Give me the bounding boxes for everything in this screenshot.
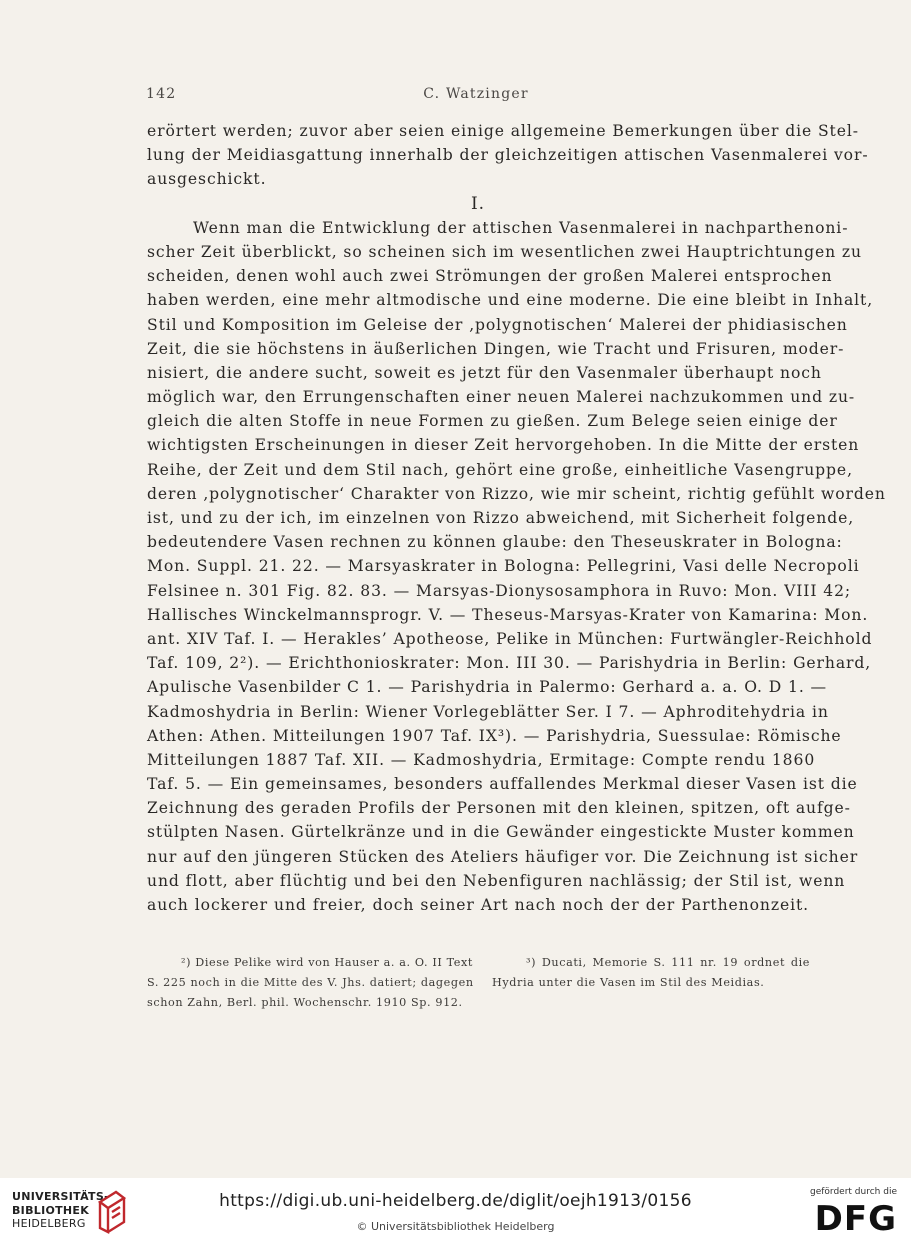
text-line: auch lockerer und freier, doch seiner Art nach noch der der Parthenonzeit. <box>147 896 809 914</box>
footnote-line: ²) Diese Pelike wird von Hauser a. a. O. II Text <box>181 956 473 969</box>
funding-caption: gefördert durch die <box>810 1187 897 1197</box>
text-line: Stil und Komposition im Geleise der ‚polygnotischen‘ Malerei der phidiasischen <box>147 315 848 334</box>
running-head-author: C. Watzinger <box>423 86 529 102</box>
text-line: und flott, aber flüchtig und bei den Nebenfiguren nachlässig; der Stil ist, wenn <box>147 871 846 890</box>
library-name-line: BIBLIOTHEK <box>12 1203 90 1217</box>
text-line: ist, und zu der ich, im einzelnen von Rizzo abweichend, mit Sicherheit folgende, <box>147 509 855 527</box>
permalink-url[interactable]: https://digi.ub.uni-heidelberg.de/diglit/oejh1913/0156 <box>219 1191 692 1211</box>
footnote-line: schon Zahn, Berl. phil. Wochenschr. 1910 Sp. 912. <box>147 996 463 1009</box>
text-line: möglich war, den Errungenschaften einer neuen Malerei nachzukommen und zu- <box>147 388 856 407</box>
text-line: deren ‚polygnotischer‘ Charakter von Rizzo, wie mir scheint, richtig gefühlt worden <box>147 484 886 503</box>
text-line: Zeit, die sie höchstens in äußerlichen Dingen, wie Tracht und Frisuren, moder- <box>147 339 845 358</box>
text-line: Taf. 5. — Ein gemeinsames, besonders auffallendes Merkmal dieser Vasen ist die <box>147 775 858 794</box>
footnote-line: ³) Ducati, Memorie S. 111 nr. 19 ordnet die <box>526 956 810 969</box>
text-line: Athen: Athen. Mitteilungen 1907 Taf. IX³). — Parishydria, Suessulae: Römische <box>147 726 842 745</box>
text-line: Wenn man die Entwicklung der attischen Vasenmalerei in nachparthenoni- <box>193 218 849 237</box>
text-line: lung der Meidiasgattung innerhalb der gleichzeitigen attischen Vasenmalerei vor- <box>147 146 869 165</box>
library-name-line: HEIDELBERG <box>12 1217 86 1230</box>
text-line: Apulische Vasenbilder C 1. — Parishydria in Palermo: Gerhard a. a. O. D 1. — <box>147 678 828 697</box>
text-line: ausgeschickt. <box>147 170 267 189</box>
footnotes <box>147 953 809 1023</box>
copyright-notice: © Universitätsbibliothek Heidelberg <box>356 1220 555 1233</box>
page-number: 142 <box>146 86 177 102</box>
dfg-wordmark: DFG <box>814 1199 897 1239</box>
section-heading: I. <box>471 193 485 214</box>
text-line: nur auf den jüngeren Stücken des Ateliers häufiger vor. Die Zeichnung ist sicher <box>147 847 859 866</box>
text-line: Mon. Suppl. 21. 22. — Marsyaskrater in Bologna: Pellegrini, Vasi delle Necropoli <box>147 557 860 576</box>
text-line: gleich die alten Stoffe in neue Formen zu gießen. Zum Belege seien einige der <box>147 412 838 431</box>
text-line: haben werden, eine mehr altmodische und eine moderne. Die eine bleibt in Inhalt, <box>147 291 874 310</box>
text-line: ant. XIV Taf. I. — Herakles’ Apotheose, Pelike in München: Furtwängler-Reichhold <box>147 629 873 648</box>
text-line: Reihe, der Zeit und dem Stil nach, gehört eine große, einheitliche Vasengruppe, <box>147 460 853 479</box>
text-line: erörtert werden; zuvor aber seien einige allgemeine Bemerkungen über die Stel- <box>147 122 859 140</box>
text-line: wichtigsten Erscheinungen in dieser Zeit hervorgehoben. In die Mitte der ersten <box>147 436 860 455</box>
footnote-2 <box>147 953 473 1013</box>
body-text <box>147 119 886 917</box>
footnote-3 <box>492 953 810 993</box>
text-line: stülpten Nasen. Gürtelkränze und in die Gewänder eingestickte Muster kommen <box>147 823 855 842</box>
viewer-footer <box>0 1178 911 1244</box>
text-line: Mitteilungen 1887 Taf. XII. — Kadmoshydria, Ermitage: Compte rendu 1860 <box>147 750 816 769</box>
text-line: Felsinee n. 301 Fig. 82. 83. — Marsyas-Dionysosamphora in Ruvo: Mon. VIII 42; <box>147 581 852 600</box>
text-line: scher Zeit überblickt, so scheinen sich im wesentlichen zwei Hauptrichtungen zu <box>147 242 862 261</box>
text-line: scheiden, denen wohl auch zwei Strömungen der großen Malerei entsprochen <box>147 267 833 286</box>
text-line: Zeichnung des geraden Profils der Personen mit den kleinen, spitzen, oft aufge- <box>147 799 851 818</box>
text-line: Kadmoshydria in Berlin: Wiener Vorlegeblätter Ser. I 7. — Aphroditehydria in <box>147 702 829 721</box>
text-line: nisiert, die andere sucht, soweit es jetzt für den Vasenmaler überhaupt noch <box>147 363 822 382</box>
running-head <box>146 86 806 108</box>
library-name-line: UNIVERSITÄTS- <box>12 1190 109 1203</box>
footnote-line: Hydria unter die Vasen im Stil des Meidias. <box>492 976 765 989</box>
dfg-logo[interactable] <box>807 1187 897 1237</box>
footnote-line: S. 225 noch in die Mitte des V. Jhs. datiert; dagegen <box>147 976 474 989</box>
text-line: Hallisches Winckelmannsprogr. V. — Theseus-Marsyas-Krater von Kamarina: Mon. <box>147 605 869 624</box>
text-line: Taf. 109, 2²). — Erichthonioskrater: Mon. III 30. — Parishydria in Berlin: Gerhard, <box>147 654 872 673</box>
text-line: bedeutendere Vasen rechnen zu können glaube: den Theseuskrater in Bologna: <box>147 533 843 552</box>
